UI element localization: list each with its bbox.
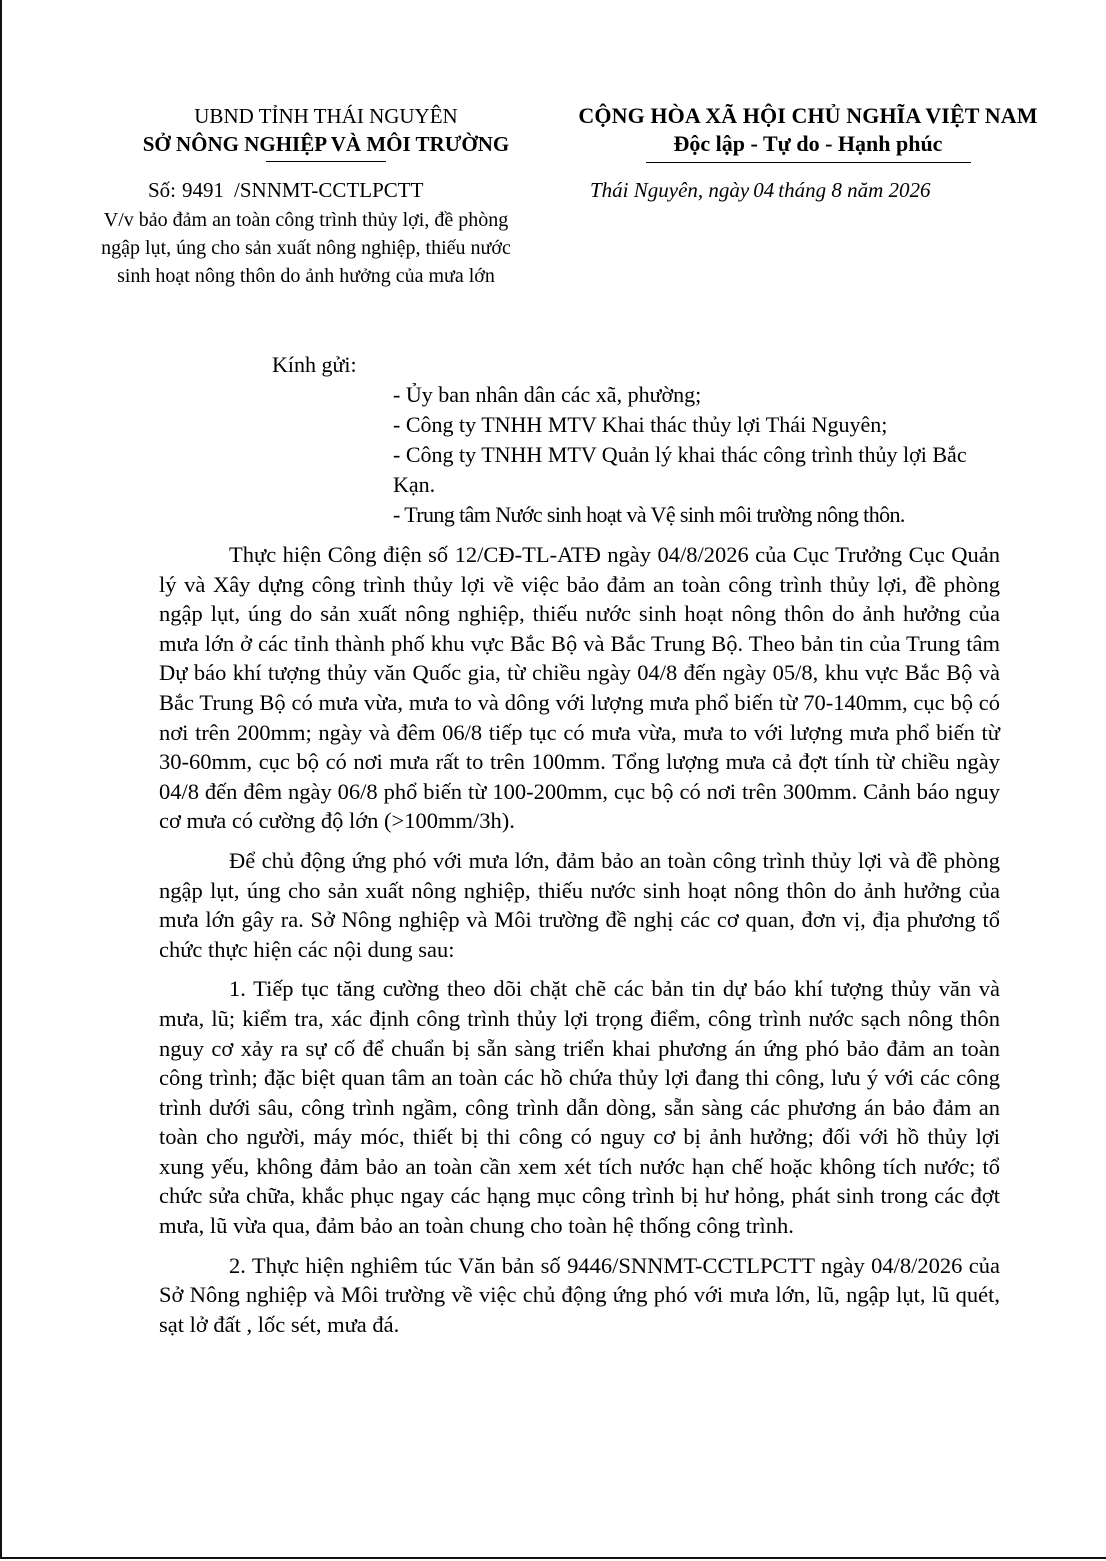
body-paragraph: Thực hiện Công điện số 12/CĐ-TL-ATĐ ngày 04/8/2026 của Cục Trưởng Cục Quản lý và Xây dựng công trình thủy lợi về việc bảo đảm an toàn công trình thủy lợi, đề phòng ngập lụt, úng do sản xuất nông nghiệp, thiếu nước sinh hoạt nông thôn do ảnh hưởng của mưa lớn ở các tỉnh thành phố khu vực Bắc Bộ và Bắc Trung Bộ. Theo bản tin của Trung tâm Dự báo khí tượng thủy văn Quốc gia, từ chiều ngày 04/8 đến ngày 05/8, khu vực Bắc Bộ và Bắc Trung Bộ có mưa vừa, mưa to và dông với lượng mưa phổ biến từ 70-140mm, cục bộ có nơi trên 200mm; ngày và đêm 06/8 tiếp tục có mưa vừa, mưa to với lượng mưa phổ biến từ 30-60mm, cục bộ có nơi mưa rất to trên 100mm. Tổng lượng mưa cả đợt tính từ chiều ngày 04/8 đến đêm ngày 06/8 phổ biến từ 100-200mm, cục bộ có nơi trên 300mm. Cảnh báo nguy cơ mưa có cường độ lớn (>100mm/3h).	[159, 542, 1000, 834]
body-paragraph: 1. Tiếp tục tăng cường theo dõi chặt chẽ các bản tin dự báo khí tượng thủy văn và mưa, lũ; kiểm tra, xác định công trình thủy lợi trọng điểm, công trình nước sạch nông thôn nguy cơ xảy ra sự cố để chuẩn bị sẵn sàng triển khai phương án ứng phó bảo đảm an toàn công trình; đặc biệt quan tâm an toàn các hồ chứa thủy lợi đang thi công, lưu ý với các công trình dưới sâu, công trình ngầm, công trình dẫn dòng, sẵn sàng các phương án bảo đảm an toàn cho người, máy móc, thiết bị thi công có nguy cơ bị ảnh hưởng; đối với hồ thủy lợi xung yếu, không đảm bảo an toàn cần xem xét tích nước hạn chế hoặc không tích nước; tổ chức sửa chữa, khắc phục ngay các hạng mục công trình bị hư hỏng, phát sinh trong các đợt mưa, lũ vừa qua, đảm bảo an toàn chung cho toàn hệ thống công trình.	[159, 976, 1000, 1239]
motto: Độc lập - Tự do - Hạnh phúc	[673, 131, 943, 156]
agency-parent: UBND TỈNH THÁI NGUYÊN	[194, 104, 458, 128]
document-number-prefix: Số:	[148, 178, 177, 202]
document-number-value: 9491	[182, 178, 225, 202]
document-body	[159, 540, 1000, 1349]
recipient-item: - Công ty TNHH MTV Khai thác thủy lợi Thái Nguyên;	[393, 412, 888, 437]
agency-underline	[266, 161, 386, 162]
recipients-list	[393, 380, 1003, 530]
national-motto-block	[540, 102, 1076, 163]
recipients-label: Kính gửi:	[272, 352, 357, 377]
document-subject: V/v bảo đảm an toàn công trình thủy lợi, đề phòng ngập lụt, úng cho sản xuất nông nghiệp, thiếu nước sinh hoạt nông thôn do ảnh hưởng của mưa lớn	[101, 209, 511, 287]
document-number	[148, 176, 423, 204]
date-rest: tháng 8 năm 2026	[778, 178, 931, 202]
date-prefix: Thái Nguyên, ngày	[590, 178, 750, 202]
motto-underline	[646, 162, 971, 163]
body-paragraph: 2. Thực hiện nghiêm túc Văn bản số 9446/SNNMT-CCTLPCTT ngày 04/8/2026 của Sở Nông nghiệp và Môi trường về việc chủ động ứng phó với mưa lớn, lũ, ngập lụt, lũ quét, sạt lở đất , lốc sét, mưa đá.	[159, 1252, 1000, 1337]
date-day: 04	[753, 178, 775, 202]
document-number-suffix: /SNNMT-CCTLPCTT	[234, 178, 424, 202]
issuing-agency-block	[76, 102, 576, 162]
document-date	[590, 176, 930, 204]
country-name: CỘNG HÒA XÃ HỘI CHỦ NGHĨA VIỆT NAM	[578, 103, 1038, 128]
agency-name: SỞ NÔNG NGHIỆP VÀ MÔI TRƯỜNG	[142, 132, 510, 156]
recipient-item: - Ủy ban nhân dân các xã, phường;	[393, 382, 702, 407]
body-paragraph: Để chủ động ứng phó với mưa lớn, đảm bảo an toàn công trình thủy lợi và đề phòng ngập lụt, úng cho sản xuất nông nghiệp, thiếu nước sinh hoạt nông thôn do ảnh hưởng của mưa lớn gây ra. Sở Nông nghiệp và Môi trường đề nghị các cơ quan, đơn vị, địa phương tổ chức thực hiện các nội dung sau:	[159, 847, 1000, 962]
recipient-item: - Công ty TNHH MTV Quản lý khai thác công trình thủy lợi Bắc Kạn.	[393, 442, 967, 497]
recipient-item: - Trung tâm Nước sinh hoạt và Vệ sinh môi trường nông thôn.	[393, 502, 905, 527]
